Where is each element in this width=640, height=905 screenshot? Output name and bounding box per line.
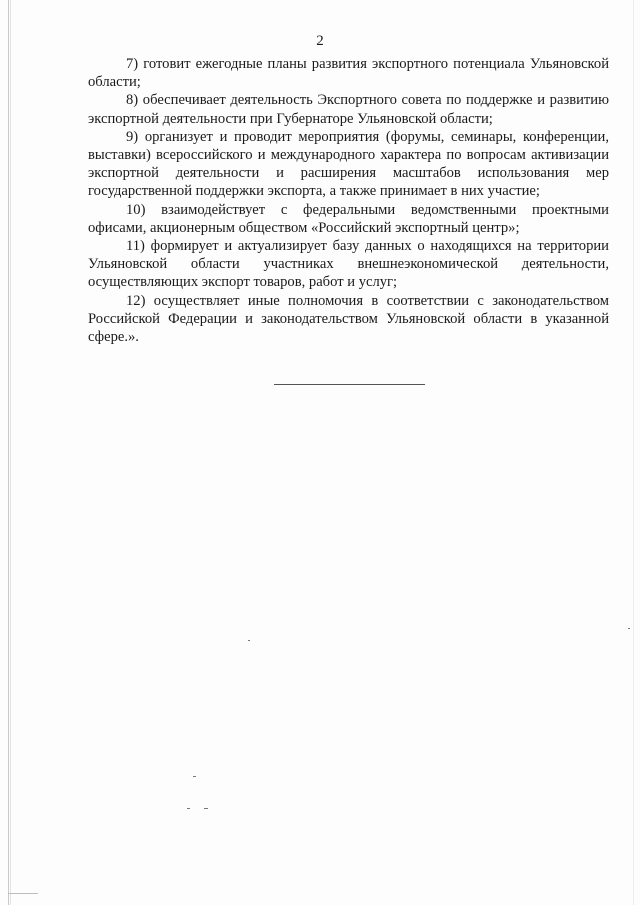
scan-edge-left-inner — [10, 0, 11, 905]
scan-edge-bottom — [8, 893, 38, 894]
scan-edge-left — [8, 0, 9, 905]
paragraph-item-11: 11) формирует и актуализирует базу данных о находящихся на территории Ульяновской области участниках внешнеэкономической деятельности, осуществляющих экспорт товаров, работ и услуг; — [88, 238, 609, 291]
scan-speck — [193, 776, 196, 777]
scan-speck — [628, 628, 630, 629]
paragraph-item-12: 12) осуществляет иные полномочия в соответствии с законодательством Российской Федерации и законодательством Ульяновской области в указанной сфере.». — [88, 292, 609, 346]
scan-speck — [248, 640, 250, 641]
paragraph-item-8: 8) обеспечивает деятельность Экспортного совета по поддержке и развитию экспортной деятельности при Губернаторе Ульяновской области; — [88, 92, 609, 127]
document-body — [88, 55, 609, 346]
page-number: 2 — [316, 33, 324, 49]
scan-speck — [187, 808, 190, 809]
paragraph-item-9: 9) организует и проводит мероприятия (форумы, семинары, конференции, выставки) всероссийского и международного характера по вопросам активизации экспортной деятельности и расширения масштабов использования мер государственной поддержки экспорта, а также принимает в них участие; — [88, 128, 609, 200]
scan-edge-right — [633, 0, 634, 905]
paragraph-item-7: 7) готовит ежегодные планы развития экспортного потенциала Ульяновской области; — [88, 56, 609, 91]
paragraph-item-10: 10) взаимодействует с федеральными ведомственными проектными офисами, акционерным обществом «Российский экспортный центр»; — [88, 201, 609, 236]
scan-speck — [204, 808, 208, 809]
closing-divider-line — [274, 384, 425, 385]
